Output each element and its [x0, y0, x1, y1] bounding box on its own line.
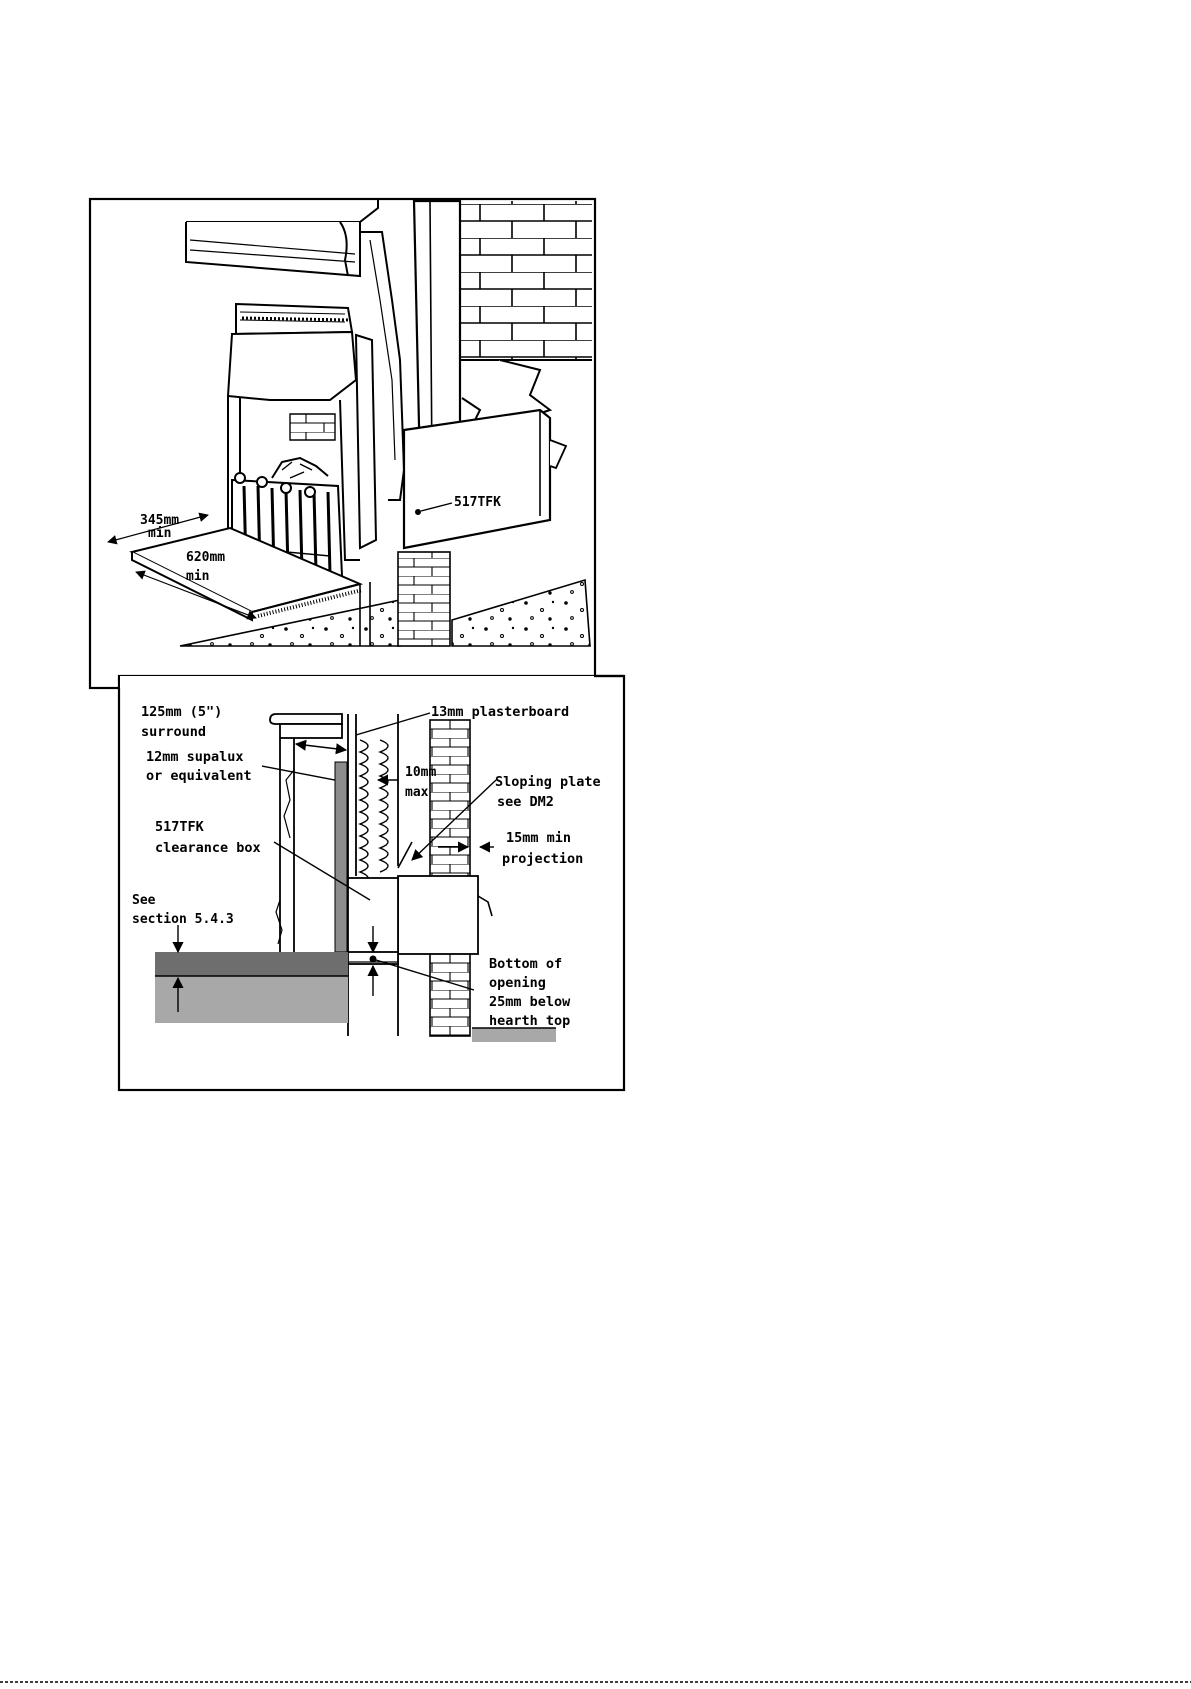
hearth-top: [155, 952, 348, 976]
hearth-base: [155, 976, 348, 1023]
plasterboard-label: 13mm plasterboard: [431, 704, 570, 720]
clearance-box-label-1: 517TFK: [155, 819, 204, 835]
surround-label-2: surround: [141, 724, 207, 740]
depth-label-2: min: [148, 526, 172, 541]
part-pointer-dot: [415, 509, 421, 515]
part-code-label: 517TFK: [454, 495, 501, 510]
supalux-label-1: 12mm supalux: [146, 749, 244, 765]
supalux-label-2: or equivalent: [146, 768, 252, 784]
width-label-1: 620mm: [186, 550, 226, 565]
floor-slab: [472, 1028, 556, 1042]
cross-section-figure: [119, 676, 624, 1090]
see-section-label-1: See: [132, 893, 156, 908]
bottom-opening-label-4: hearth top: [489, 1013, 571, 1029]
opening-pointer-dot: [370, 956, 377, 963]
bottom-opening-label-1: Bottom of: [489, 956, 563, 972]
sloping-plate-label-2: see DM2: [497, 794, 554, 810]
projection-label-2: projection: [502, 851, 584, 867]
clearance-box-spigot: [398, 876, 478, 954]
see-section-label-2: section 5.4.3: [132, 912, 234, 927]
bottom-opening-label-3: 25mm below: [489, 994, 571, 1010]
projection-label-1: 15mm min: [506, 830, 572, 846]
clearance-box-label-2: clearance box: [155, 840, 261, 856]
bottom-opening-label-2: opening: [489, 975, 546, 991]
gap-label-2: max: [405, 785, 429, 800]
surround-label-1: 125mm (5"): [141, 704, 223, 720]
depth-label-1: 345mm: [140, 513, 180, 528]
sloping-plate-label-1: Sloping plate: [495, 774, 601, 790]
fireplace-perspective-figure: [90, 199, 595, 688]
supalux-board: [335, 762, 347, 952]
width-label-2: min: [186, 569, 210, 584]
gap-label-1: 10mm: [405, 765, 437, 780]
frame-overlap-mask: [120, 676, 594, 688]
